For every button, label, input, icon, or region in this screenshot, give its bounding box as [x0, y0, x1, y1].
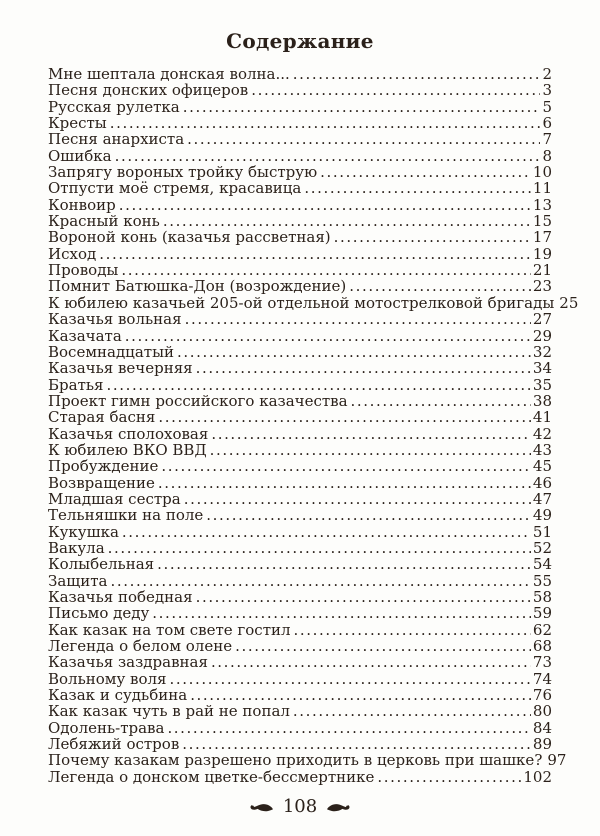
toc-entry-title: Вольному воля	[48, 669, 167, 688]
toc-entry	[48, 82, 552, 98]
toc-entry-page: 51	[532, 522, 552, 541]
toc-entry	[48, 131, 552, 147]
toc-entry-page: 43	[532, 440, 552, 459]
toc-entry-title: Колыбельная	[48, 555, 155, 574]
toc-entry	[48, 736, 552, 752]
toc-entry	[48, 293, 579, 312]
toc-entry-page: 89	[532, 735, 552, 754]
toc-entry-page: 62	[532, 620, 552, 639]
toc-entry	[48, 311, 552, 327]
toc-entry	[48, 278, 552, 294]
toc-entry-title: Казачья вольная	[48, 310, 182, 329]
toc-leader-dots	[158, 475, 531, 491]
toc-entry-page: 21	[532, 261, 552, 280]
toc-leader-dots	[108, 540, 531, 556]
toc-entry	[48, 769, 552, 785]
toc-entry	[48, 507, 552, 523]
toc-entry-page: 32	[532, 342, 552, 361]
toc-entry	[48, 115, 552, 131]
toc-entry-title: Запрягу вороных тройку быструю	[48, 163, 318, 182]
toc-leader-dots	[185, 311, 531, 327]
toc-entry	[48, 66, 552, 82]
toc-entry	[48, 589, 552, 605]
toc-leader-dots	[157, 556, 531, 572]
toc-leader-dots	[119, 197, 531, 213]
toc-list	[48, 65, 579, 786]
toc-entry-page: 45	[532, 457, 552, 476]
toc-entry	[48, 540, 552, 556]
toc-entry-page: 49	[532, 506, 552, 525]
toc-entry	[48, 556, 552, 572]
toc-leader-dots	[211, 426, 531, 442]
fleuron-right-icon	[326, 801, 351, 813]
toc-leader-dots	[187, 131, 540, 147]
toc-entry-page: 34	[532, 359, 552, 378]
toc-entry-title: К юбилею ВКО ВВД	[48, 440, 207, 459]
toc-leader-dots	[167, 720, 530, 736]
toc-entry	[48, 524, 552, 540]
toc-entry-title: Исход	[48, 244, 97, 263]
toc-entry	[48, 99, 552, 115]
toc-entry-title: Как казак на том свете гостил	[48, 620, 291, 639]
toc-entry	[48, 671, 552, 687]
toc-entry	[48, 180, 552, 196]
toc-entry-page: 46	[532, 473, 552, 492]
toc-entry-page: 42	[532, 424, 552, 443]
toc-leader-dots	[320, 164, 531, 180]
toc-leader-dots	[206, 507, 531, 523]
toc-entry-title: Пробуждение	[48, 457, 159, 476]
toc-entry-page: 13	[532, 195, 552, 214]
toc-leader-dots	[251, 82, 540, 98]
toc-entry-title: Старая басня	[48, 408, 156, 427]
toc-entry	[48, 442, 552, 458]
toc-leader-dots	[351, 393, 531, 409]
toc-entry-page: 52	[532, 538, 552, 557]
toc-entry-page: 27	[532, 310, 552, 329]
toc-entry-page: 73	[532, 653, 552, 672]
toc-entry-title: Легенда о донском цветке-бессмертнике	[48, 767, 375, 786]
toc-entry-title: К юбилею казачьей 205-ой отдельной мотострелковой бригады	[48, 293, 555, 312]
toc-entry-page: 41	[532, 408, 552, 427]
toc-entry-title: Конвоир	[48, 195, 116, 214]
toc-entry	[48, 197, 552, 213]
toc-leader-dots	[99, 246, 531, 262]
toc-entry-title: Помнит Батюшка-Дон (возрождение)	[48, 277, 347, 296]
toc-leader-dots	[122, 524, 531, 540]
toc-entry-page: 11	[532, 179, 552, 198]
toc-entry-page: 54	[532, 555, 552, 574]
toc-entry-page: 8	[542, 146, 552, 165]
toc-leader-dots	[115, 148, 541, 164]
toc-entry	[48, 751, 567, 770]
toc-entry	[48, 426, 552, 442]
toc-entry	[48, 409, 552, 425]
toc-entry-title: Мне шептала донская волна...	[48, 65, 290, 83]
toc-entry	[48, 654, 552, 670]
toc-entry-title: Письмо деду	[48, 604, 150, 623]
toc-entry-title: Младшая сестра	[48, 489, 181, 508]
toc-leader-dots	[334, 229, 531, 245]
toc-leader-dots	[377, 769, 521, 785]
page-footer	[48, 797, 552, 817]
toc-leader-dots	[152, 605, 531, 621]
toc-entry-title: Песня донских офицеров	[48, 81, 249, 100]
toc-entry-title: Проводы	[48, 261, 119, 280]
toc-entry	[48, 164, 552, 180]
toc-entry-page: 59	[532, 604, 552, 623]
toc-entry-page: 102	[523, 767, 552, 786]
toc-entry-page: 68	[532, 637, 552, 656]
toc-entry-title: Одолень-трава	[48, 718, 165, 737]
toc-entry-title: Вороной конь (казачья рассветная)	[48, 228, 331, 247]
toc-entry-page: 80	[532, 702, 552, 721]
toc-entry-title: Как казак чуть в рай не попал	[48, 702, 290, 721]
toc-entry	[48, 246, 552, 262]
toc-entry	[48, 229, 552, 245]
toc-leader-dots	[107, 377, 531, 393]
toc-leader-dots	[210, 442, 531, 458]
toc-leader-dots	[196, 360, 531, 376]
toc-entry-title: Кукушка	[48, 522, 119, 541]
toc-entry-title: Казак и судьбина	[48, 686, 188, 705]
toc-entry-title: Отпусти моё стремя, красавица	[48, 179, 302, 198]
toc-entry-title: Восемнадцатый	[48, 342, 174, 361]
toc-entry-page: 2	[542, 65, 552, 83]
toc-entry-page: 58	[532, 588, 552, 606]
toc-entry-title: Казачата	[48, 326, 122, 345]
toc-entry-page: 76	[532, 686, 552, 705]
toc-entry-title: Возвращение	[48, 473, 155, 492]
toc-entry	[48, 344, 552, 360]
toc-leader-dots	[184, 491, 531, 507]
toc-entry-page: 97	[547, 751, 567, 770]
toc-entry-title: Красный конь	[48, 212, 160, 231]
toc-leader-dots	[293, 66, 541, 82]
toc-entry-title: Кресты	[48, 114, 107, 133]
toc-leader-dots	[211, 654, 531, 670]
toc-leader-dots	[161, 458, 531, 474]
toc-entry-page: 47	[532, 489, 552, 508]
toc-leader-dots	[158, 409, 531, 425]
toc-leader-dots	[170, 671, 531, 687]
toc-entry-page: 6	[542, 114, 552, 133]
toc-entry-title: Казачья заздравная	[48, 653, 208, 672]
toc-entry	[48, 393, 552, 409]
toc-leader-dots	[196, 589, 531, 605]
toc-entry-title: Проект гимн российского казачества	[48, 391, 348, 410]
toc-entry-page: 17	[532, 228, 552, 247]
toc-leader-dots	[183, 99, 541, 115]
toc-leader-dots	[182, 736, 531, 752]
toc-entry-title: Лебяжий остров	[48, 735, 180, 754]
toc-leader-dots	[121, 262, 531, 278]
toc-entry	[48, 458, 552, 474]
toc-entry-title: Тельняшки на поле	[48, 506, 204, 525]
toc-entry-title: Почему казакам разрешено приходить в церковь при шашке?	[48, 751, 543, 770]
toc-entry-page: 23	[532, 277, 552, 296]
toc-entry-title: Казачья сполоховая	[48, 424, 209, 443]
toc-entry	[48, 703, 552, 719]
toc-leader-dots	[110, 573, 530, 589]
toc-entry	[48, 638, 552, 654]
toc-entry-page: 19	[532, 244, 552, 263]
toc-leader-dots	[110, 115, 541, 131]
fleuron-left-icon	[249, 801, 274, 813]
toc-entry-page: 84	[532, 718, 552, 737]
toc-leader-dots	[235, 638, 531, 654]
toc-entry	[48, 148, 552, 164]
toc-entry-page: 5	[542, 97, 552, 116]
toc-entry-page: 3	[542, 81, 552, 100]
toc-entry-page: 10	[532, 163, 552, 182]
toc-entry-title: Вакула	[48, 538, 105, 557]
toc-entry	[48, 622, 552, 638]
toc-entry-page: 38	[532, 391, 552, 410]
toc-entry-page: 55	[532, 571, 552, 590]
toc-leader-dots	[125, 328, 531, 344]
toc-leader-dots	[294, 622, 531, 638]
toc-entry-title: Братья	[48, 375, 104, 394]
toc-entry-page: 25	[559, 293, 579, 312]
toc-entry	[48, 328, 552, 344]
toc-entry	[48, 475, 552, 491]
toc-entry	[48, 605, 552, 621]
toc-leader-dots	[304, 180, 531, 196]
page-title: Содержание	[226, 29, 374, 53]
toc-entry-title: Ошибка	[48, 146, 112, 165]
toc-leader-dots	[349, 278, 531, 294]
toc-entry-title: Песня анархиста	[48, 130, 185, 149]
toc-leader-dots	[293, 703, 531, 719]
toc-leader-dots	[163, 213, 531, 229]
toc-entry	[48, 573, 552, 589]
toc-entry-page: 29	[532, 326, 552, 345]
toc-entry	[48, 360, 552, 376]
toc-entry-page: 74	[532, 669, 552, 688]
toc-entry-title: Защита	[48, 571, 108, 590]
toc-entry	[48, 213, 552, 229]
page-number: 108	[282, 796, 318, 818]
toc-leader-dots	[177, 344, 531, 360]
toc-entry-title: Казачья победная	[48, 588, 193, 606]
toc-entry-title: Русская рулетка	[48, 97, 180, 116]
toc-entry-page: 15	[532, 212, 552, 231]
toc-entry	[48, 491, 552, 507]
toc-entry-page: 7	[542, 130, 552, 149]
toc-entry-title: Казачья вечерняя	[48, 359, 193, 378]
toc-entry	[48, 377, 552, 393]
toc-entry-page: 35	[532, 375, 552, 394]
toc-entry-title: Легенда о белом олене	[48, 637, 233, 656]
toc-entry	[48, 687, 552, 703]
toc-entry	[48, 720, 552, 736]
toc-entry	[48, 262, 552, 278]
toc-leader-dots	[190, 687, 531, 703]
